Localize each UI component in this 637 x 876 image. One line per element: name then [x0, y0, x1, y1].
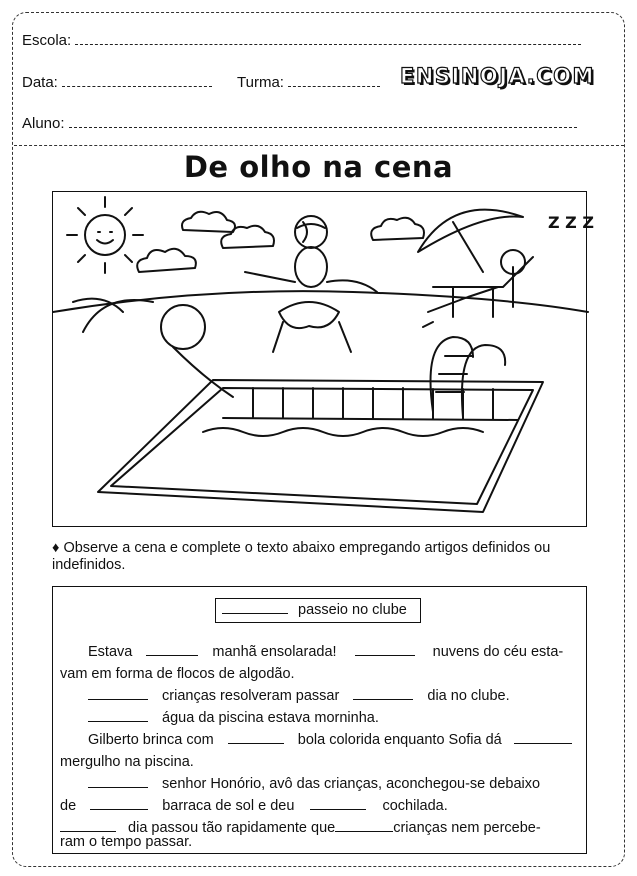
class-label: Turma: — [237, 74, 284, 91]
answer-blank[interactable] — [355, 654, 415, 656]
heading-text: passeio no clube — [298, 602, 407, 618]
text-segment: crianças resolveram passar — [162, 688, 340, 704]
text-segment: nuvens do céu esta- — [432, 644, 564, 660]
text-segment: cochilada. — [382, 798, 448, 814]
text-segment: crianças nem percebe- — [393, 820, 541, 836]
text-segment: senhor Honório, avô das crianças, aconchegou-se debaixo — [162, 776, 541, 792]
instruction-text: Observe a cena e complete o texto abaixo empregando artigos definidos ou indefinidos. — [52, 540, 551, 573]
instruction-bullet: ♦ — [52, 540, 60, 556]
cloud-icon — [182, 212, 235, 232]
beach-umbrella-icon — [418, 210, 523, 272]
sleeping-man-icon — [423, 250, 533, 327]
text-segment: Estava — [88, 644, 133, 660]
answer-blank[interactable] — [60, 830, 116, 832]
text-segment: bola colorida enquanto Sofia dá — [297, 732, 502, 748]
sleep-zzz-text: Z Z Z — [548, 213, 594, 232]
date-field[interactable] — [22, 74, 212, 91]
swimming-pool-icon — [98, 380, 543, 512]
heading-blank[interactable] — [222, 612, 288, 614]
student-line — [69, 126, 577, 128]
answer-blank[interactable] — [310, 808, 366, 810]
text-line-2 — [60, 666, 295, 682]
student-label: Aluno: — [22, 115, 65, 132]
class-line — [288, 85, 380, 87]
text-segment: barraca de sol e deu — [162, 798, 295, 814]
pool-scene-illustration — [52, 191, 594, 527]
answer-blank[interactable] — [353, 698, 413, 700]
text-segment: ram o tempo passar. — [60, 834, 193, 850]
school-label: Escola: — [22, 32, 72, 49]
instruction — [52, 540, 592, 574]
date-line — [62, 85, 212, 87]
text-segment: vam em forma de flocos de algodão. — [60, 666, 295, 682]
text-segment: mergulho na piscina. — [60, 754, 194, 770]
answer-blank[interactable] — [88, 720, 148, 722]
text-segment: água da piscina estava morninha. — [162, 710, 379, 726]
text-line-7 — [88, 776, 540, 792]
text-segment: dia no clube. — [427, 688, 510, 704]
school-field[interactable] — [22, 32, 581, 49]
answer-blank[interactable] — [514, 742, 572, 744]
brand-logo: ENSINOJA.COM — [400, 64, 595, 88]
answer-blank[interactable] — [335, 830, 393, 832]
cloud-icon — [371, 218, 424, 240]
header-divider — [14, 145, 624, 146]
cloud-icon — [221, 226, 274, 248]
text-line-5 — [88, 732, 572, 748]
text-segment: de — [60, 798, 77, 814]
page-title: De olho na cena — [183, 150, 454, 184]
text-segment: dia passou tão rapidamente que — [128, 820, 336, 836]
text-line-3 — [88, 688, 510, 704]
answer-blank[interactable] — [88, 698, 148, 700]
text-line-1 — [88, 644, 563, 660]
school-line — [75, 43, 581, 45]
exercise-heading — [215, 598, 421, 623]
answer-blank[interactable] — [90, 808, 148, 810]
text-line-10 — [60, 834, 192, 850]
text-segment: Gilberto brinca com — [88, 732, 214, 748]
sun-icon — [67, 197, 143, 273]
text-line-4 — [88, 710, 379, 726]
answer-blank[interactable] — [146, 654, 198, 656]
cloud-icon — [137, 249, 196, 272]
student-field[interactable] — [22, 115, 577, 132]
text-line-6 — [60, 754, 194, 770]
ground-line — [53, 291, 588, 312]
answer-blank[interactable] — [88, 786, 148, 788]
diving-girl-icon — [73, 299, 233, 397]
text-segment: manhã ensolarada! — [212, 644, 337, 660]
class-field[interactable] — [237, 74, 380, 91]
boy-with-ball-icon — [245, 216, 377, 352]
pool-scene-drawing — [53, 192, 594, 528]
text-line-8 — [60, 798, 448, 814]
answer-blank[interactable] — [228, 742, 284, 744]
date-label: Data: — [22, 74, 58, 91]
